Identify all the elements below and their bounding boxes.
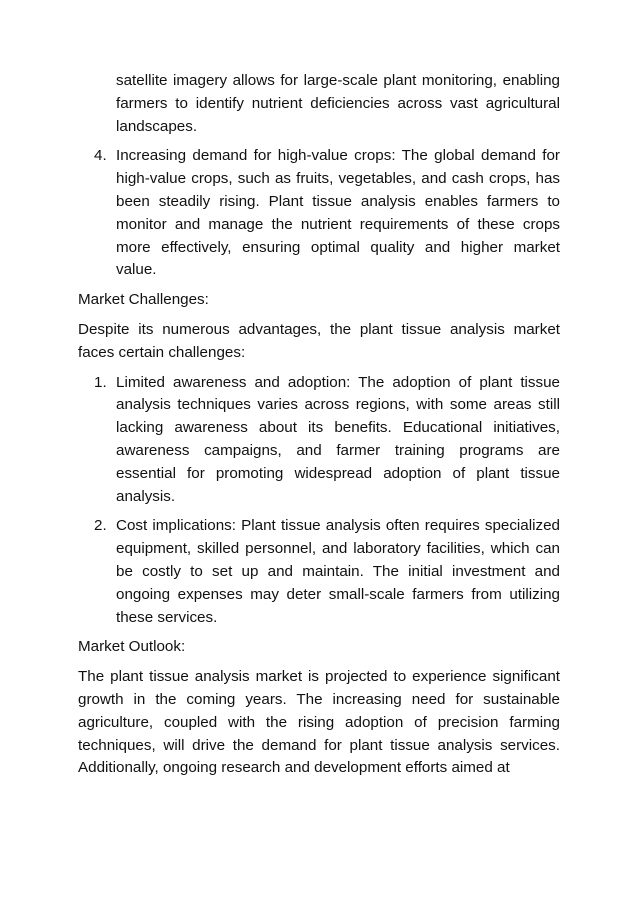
list-item-text: Limited awareness and adoption: The adoption of plant tissue analysis techniques varies across regions, with some areas still lacking awareness about its benefits. Educational initiatives, awareness campaigns, and farmer training programs are essential for promoting widespread adoption of plant tissue analysis. <box>116 373 560 505</box>
section-heading-outlook: Market Outlook: <box>78 638 186 656</box>
list-item <box>78 515 560 629</box>
list-item-text: Cost implications: Plant tissue analysis often requires specialized equipment, skilled personnel, and laboratory facilities, which can be costly to set up and maintain. The initial investment and ongoing expenses may deter small-scale farmers from utilizing these services. <box>116 517 560 626</box>
challenges-list <box>78 372 560 630</box>
list-item <box>78 145 560 282</box>
section-heading-challenges: Market Challenges: <box>78 291 209 309</box>
list-item <box>78 372 560 509</box>
list-number: 1. <box>94 373 107 391</box>
outlook-paragraph: The plant tissue analysis market is projected to experience significant growth in the coming years. The increasing need for sustainable agriculture, coupled with the rising adoption of precision farming techniques, will drive the demand for plant tissue analysis services. Additionally, ongoing research and development efforts aimed at <box>78 668 560 777</box>
challenges-intro: Despite its numerous advantages, the plant tissue analysis market faces certain challenges: <box>78 320 560 361</box>
drivers-list <box>78 145 560 282</box>
list-number: 2. <box>94 517 107 535</box>
continued-list-text: satellite imagery allows for large-scale plant monitoring, enabling farmers to identify nutrient deficiencies across vast agricultural landscapes. <box>116 72 560 135</box>
list-number: 4. <box>94 147 107 165</box>
list-item-text: Increasing demand for high-value crops: The global demand for high-value crops, such as fruits, vegetables, and cash crops, has been steadily rising. Plant tissue analysis enables farmers to monitor and manage the nutrient requirements of these crops more effectively, ensuring optimal quality and higher market value. <box>116 147 560 279</box>
